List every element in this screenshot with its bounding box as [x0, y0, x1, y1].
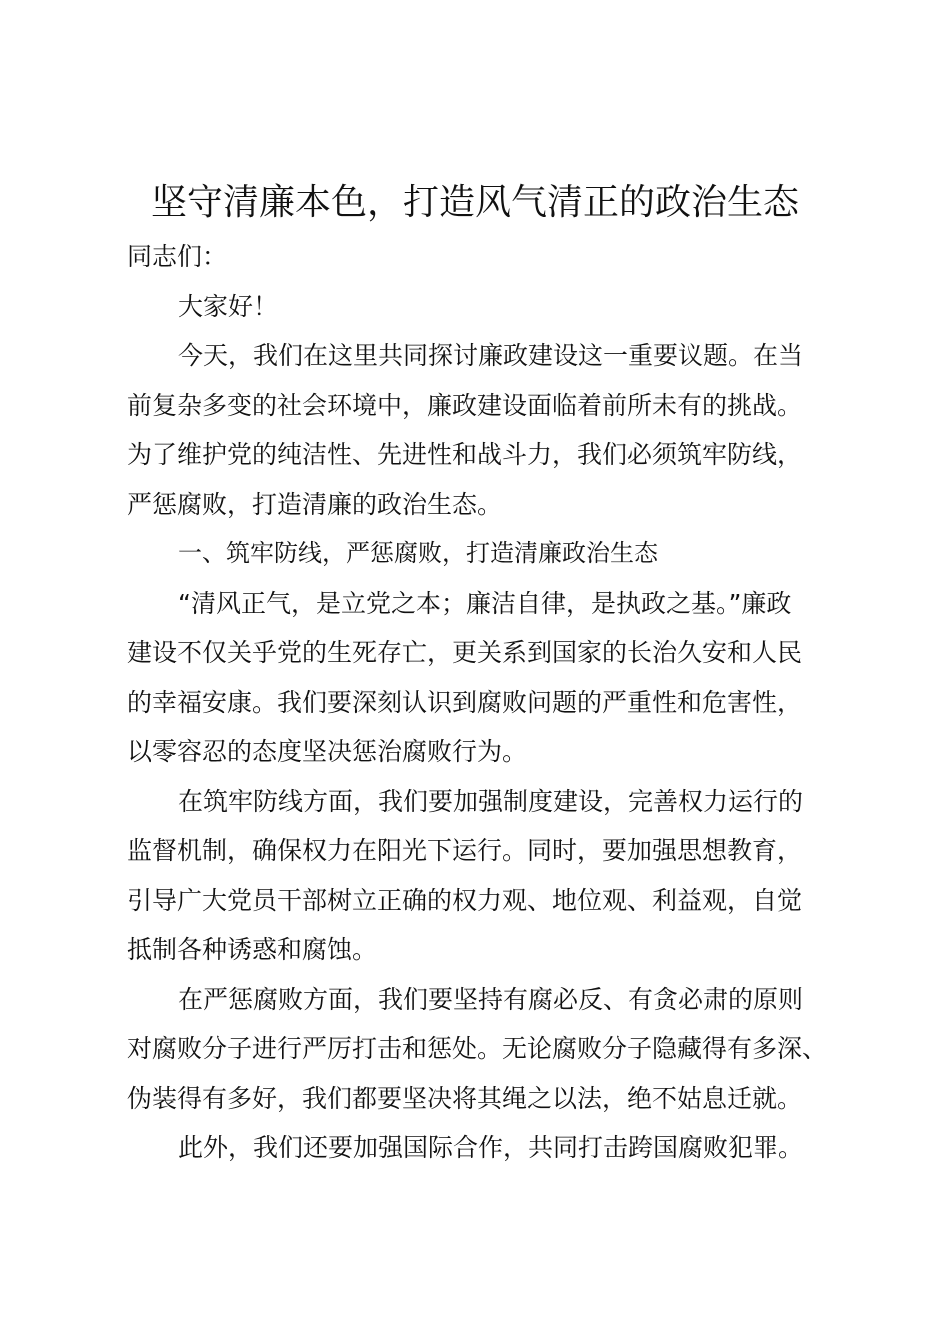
paragraph-line: 为了维护党的纯洁性、先进性和战斗力，我们必须筑牢防线， [127, 440, 803, 469]
paragraph-line: 在严惩腐败方面，我们要坚持有腐必反、有贪必肃的原则 [178, 984, 804, 1014]
document-body [127, 232, 833, 1173]
paragraph-line: 此外，我们还要加强国际合作，共同打击跨国腐败犯罪。 [178, 1133, 804, 1162]
paragraph-line: 今天，我们在这里共同探讨廉政建设这一重要议题。在当 [178, 341, 804, 370]
paragraph-line: 前复杂多变的社会环境中，廉政建设面临着前所未有的挑战。 [127, 390, 803, 420]
paragraph-line: 抵制各种诱惑和腐蚀。 [127, 935, 378, 964]
paragraph-line: 对腐败分子进行严厉打击和惩处。无论腐败分子隐藏得有多深、 [127, 1034, 828, 1063]
paragraph-line: 严惩腐败，打造清廉的政治生态。 [127, 489, 503, 519]
paragraph-line: 建设不仅关乎党的生死存亡，更关系到国家的长治久安和人民 [127, 638, 803, 667]
salutation: 同志们： [127, 242, 228, 271]
paragraph-line: 在筑牢防线方面，我们要加强制度建设，完善权力运行的 [178, 786, 804, 816]
paragraph-line: 伪装得有多好，我们都要坚决将其绳之以法，绝不姑息迁就。 [127, 1083, 803, 1113]
paragraph-line: “清风正气，是立党之本；廉洁自律，是执政之基。”廉政 [178, 588, 792, 618]
paragraph-line: 监督机制，确保权力在阳光下运行。同时，要加强思想教育， [127, 836, 803, 865]
document-title: 坚守清廉本色，打造风气清正的政治生态 [150, 182, 799, 223]
greeting: 大家好！ [178, 291, 279, 321]
section-heading: 一、筑牢防线，严惩腐败，打造清廉政治生态 [178, 539, 658, 567]
paragraph-line: 的幸福安康。我们要深刻认识到腐败问题的严重性和危害性， [127, 687, 803, 717]
paragraph-line: 以零容忍的态度坚决惩治腐败行为。 [127, 737, 528, 766]
paragraph-line: 引导广大党员干部树立正确的权力观、地位观、利益观，自觉 [127, 885, 803, 915]
